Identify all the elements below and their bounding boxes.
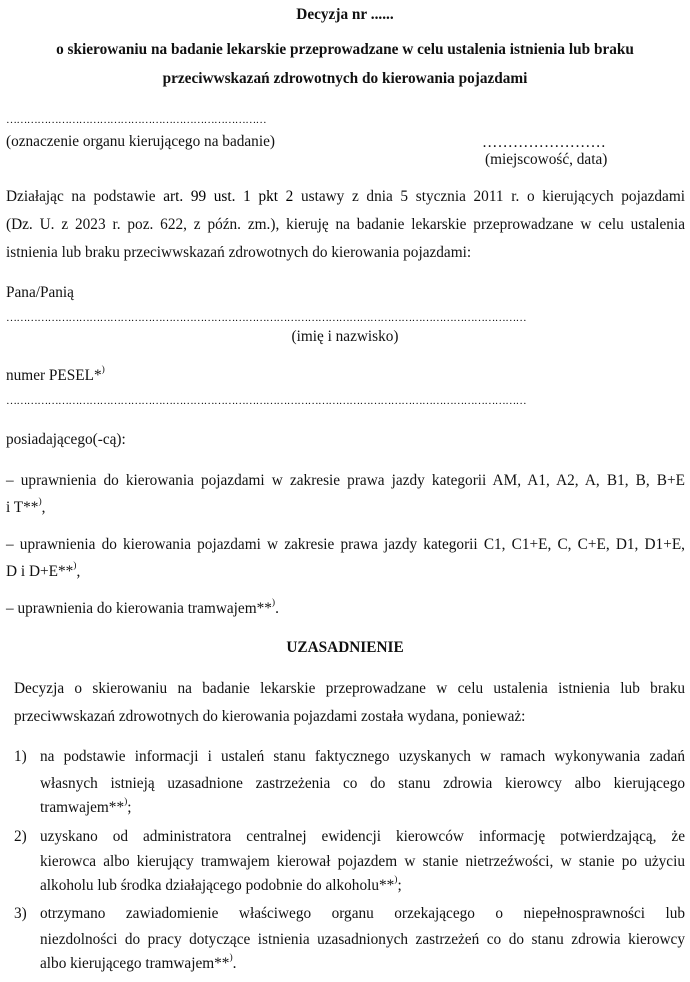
reason-2-line2: kierowca albo kierujący tramwajem kierował pojazdem w stanie nietrzeźwości, w stanie po użyciu [40, 853, 685, 870]
reason-3-number: 3) [14, 905, 27, 922]
reason-1-line2: własnych istnieją uzasadnione zastrzeżenia co do stanu zdrowia kierowcy albo kierującego [40, 775, 685, 792]
decision-title: Decyzja nr ...... [296, 6, 394, 23]
legal-reference: art. 99 ust. 1 pkt 2 [163, 188, 294, 205]
intro-line1-pre: Działając na podstawie [6, 188, 164, 205]
reason-3-line2: niezdolności do pracy dotyczące istnienia uzasadnionych zastrzeżeń co do stanu zdrowia kierowcy [40, 931, 685, 948]
entitlement-item2-line2: D i D+E**), [6, 561, 81, 580]
reason-2-line1: uzyskano od administratora centralnej ewidencji kierowców informację potwierdzającą, że [40, 828, 685, 845]
reason-2-line3: alkoholu lub środka działającego podobnie do alkoholu**); [40, 875, 402, 894]
pesel-label: numer PESEL*) [6, 365, 105, 384]
authority-dots: ………………………………………………………………… [6, 114, 267, 126]
salutation: Pana/Panią [6, 284, 74, 301]
decision-subtitle-line2: przeciwwskazań zdrowotnych do kierowania pojazdami [162, 70, 528, 87]
entitlements-intro: posiadającego(-cą): [6, 431, 126, 448]
intro-line1 [6, 188, 685, 206]
reason-1-line1: na podstawie informacji i ustaleń stanu faktycznego uzyskanych w ramach wykonywania zadań [40, 748, 685, 765]
place-date-dots: …………………… [482, 134, 606, 151]
entitlement-item3: – uprawnienia do kierowania tramwajem**). [6, 598, 279, 617]
reason-3-line1: otrzymano zawiadomienie właściwego organu orzekającego o niepełnosprawności lub [40, 905, 685, 922]
name-label: (imię i nazwisko) [291, 328, 399, 345]
pesel-dots: …………………………………………………………………………………………………………………………………… [6, 395, 527, 407]
authority-label: (oznaczenie organu kierującego na badanie) [6, 133, 275, 150]
entitlement-item2-line1: – uprawnienia do kierowania pojazdami w zakresie prawa jazdy kategorii C1, C1+E, C, C+E, D1, D1+E, [6, 536, 685, 553]
reason-2-number: 2) [14, 828, 27, 845]
reason-3-line3: albo kierującego tramwajem**). [40, 953, 237, 972]
reason-1-line3: tramwajem**); [40, 797, 132, 816]
intro-line2: (Dz. U. z 2023 r. poz. 622, z późn. zm.), kieruję na badanie lekarskie przeprowadzane w celu ustalenia [6, 216, 685, 233]
reason-1-number: 1) [14, 748, 27, 765]
intro-line1-post: ustawy z dnia 5 stycznia 2011 r. o kierujących pojazdami [293, 188, 685, 205]
entitlement-item1-line2: i T**), [6, 497, 46, 516]
justification-heading: UZASADNIENIE [286, 639, 404, 656]
entitlement-item1-line1: – uprawnienia do kierowania pojazdami w zakresie prawa jazdy kategorii AM, A1, A2, A, B1, B, B+E [6, 472, 685, 489]
justification-intro-line1: Decyzja o skierowaniu na badanie lekarskie przeprowadzane w celu ustalenia istnienia lub braku [14, 680, 685, 697]
justification-intro-line2: przeciwwskazań zdrowotnych do kierowania pojazdami została wydana, ponieważ: [14, 708, 526, 725]
place-date-label: (miejscowość, data) [485, 151, 608, 168]
decision-subtitle-line1: o skierowaniu na badanie lekarskie przeprowadzane w celu ustalenia istnienia lub braku [56, 41, 634, 58]
intro-line3: istnienia lub braku przeciwwskazań zdrowotnych do kierowania pojazdami: [6, 244, 472, 261]
name-dots: …………………………………………………………………………………………………………………………………… [6, 312, 527, 324]
